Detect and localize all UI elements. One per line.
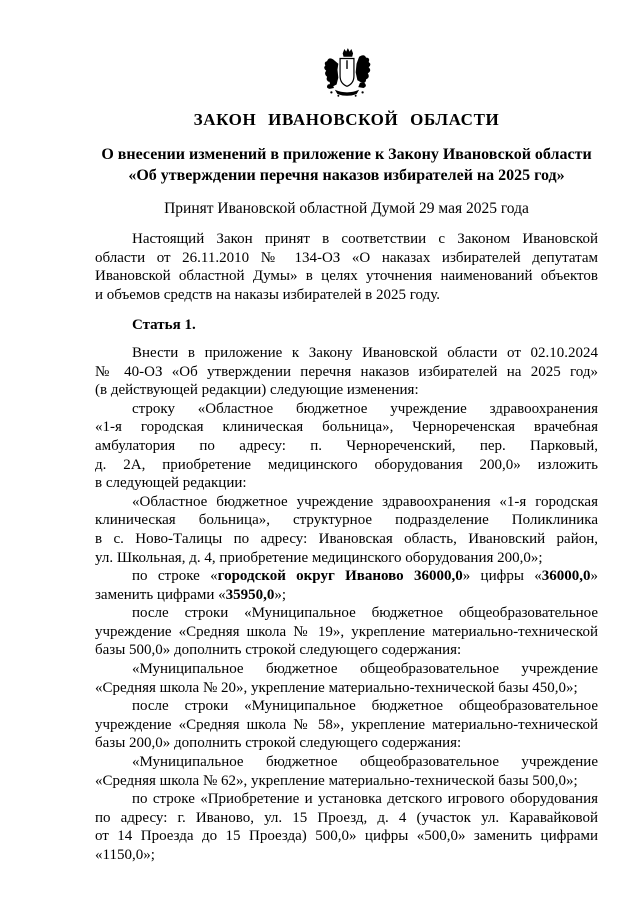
text-line: базы 200,0» дополнить строкой следующего содержания: (95, 735, 462, 752)
text-line: и объемов средств на наказы избирателей в 2025 году. (95, 286, 440, 303)
law-heading: ЗАКОН ИВАНОВСКОЙ ОБЛАСТИ (193, 110, 500, 129)
paragraph (95, 697, 598, 753)
text-line: «Муниципальное бюджетное общеобразовательное учреждение (132, 661, 598, 678)
paragraph (95, 344, 598, 400)
text-line: «Муниципальное бюджетное общеобразовательное учреждение (132, 754, 598, 771)
text-line: «Средняя школа № 62», укрепление материально-технической базы 500,0»; (95, 772, 578, 789)
adoption-line: Принят Ивановской областной Думой 29 мая 2025 года (164, 200, 529, 217)
text-line: Внести в приложение к Закону Ивановской области от 02.10.2024 (132, 344, 598, 361)
paragraph (95, 790, 598, 864)
document-body (95, 230, 598, 865)
text-line: № 40-ОЗ «Об утверждении перечня наказов избирателей на 2025 год» (95, 363, 598, 380)
text-line: от 14 Проезда до 15 Проезда) 500,0» цифры «500,0» заменить цифрами (95, 828, 598, 845)
paragraph (95, 493, 598, 567)
text-line: строку «Областное бюджетное учреждение здравоохранения (132, 400, 598, 417)
text-line: д. 2А, приобретение медицинского оборудования 200,0» изложить (95, 456, 598, 473)
paragraph (95, 230, 598, 304)
article-heading (95, 316, 598, 335)
text-line: амбулатория по адресу: п. Чернореченский, пер. Парковый, (95, 437, 598, 454)
text-line: «Средняя школа № 20», укрепление материально-технической базы 450,0»; (95, 679, 578, 696)
text-line: «1150,0»; (95, 847, 155, 863)
text-line: «Областное бюджетное учреждение здравоохранения «1-я городская (132, 493, 598, 510)
text-line: Ивановской областной Думы» в целях уточнения наименований объектов (95, 268, 598, 285)
document-title-line-1: О внесении изменений в приложение к Закону Ивановской области (101, 146, 592, 163)
paragraph (95, 400, 598, 493)
text-line: клиническая больница», структурное подразделение Поликлиника (95, 512, 598, 529)
text-line: заменить цифрами «35950,0»; (95, 586, 287, 603)
paragraph (95, 660, 598, 697)
paragraph (95, 604, 598, 660)
coat-of-arms-icon (95, 48, 598, 102)
document-title-line-2: «Об утверждении перечня наказов избирателей на 2025 год» (128, 167, 565, 184)
text-line: после строки «Муниципальное бюджетное общеобразовательное (132, 698, 598, 715)
text-line: в с. Ново-Талицы по адресу: Ивановская область, Ивановский район, (95, 530, 598, 547)
text-line: по адресу: г. Иваново, ул. 15 Проезд, д. 4 (участок ул. Каравайковой (95, 809, 598, 826)
text-line: Статья 1. (132, 317, 196, 334)
text-line: (в действующей редакции) следующие изменения: (95, 382, 419, 399)
text-line: учреждение «Средняя школа № 58», укрепление материально-технической (95, 716, 598, 733)
text-line: Настоящий Закон принят в соответствии с Законом Ивановской (132, 231, 598, 247)
text-line: по строке «городской округ Иваново 36000,0» цифры «36000,0» (132, 568, 598, 585)
paragraph (95, 567, 598, 604)
document-title (95, 144, 598, 186)
text-line: после строки «Муниципальное бюджетное общеобразовательное (132, 605, 598, 622)
text-line: области от 26.11.2010 № 134-ОЗ «О наказах избирателей депутатам (95, 249, 598, 266)
text-line: учреждение «Средняя школа № 19», укрепление материально-технической (95, 623, 598, 640)
text-line: по строке «Приобретение и установка детского игрового оборудования (132, 791, 598, 808)
paragraph (95, 753, 598, 790)
text-line: «1-я городская клиническая больница», Чернореченская врачебная (95, 419, 598, 436)
text-line: базы 500,0» дополнить строкой следующего содержания: (95, 642, 462, 659)
text-line: ул. Школьная, д. 4, приобретение медицинского оборудования 200,0»; (95, 549, 543, 566)
text-line: в следующей редакции: (95, 475, 247, 492)
